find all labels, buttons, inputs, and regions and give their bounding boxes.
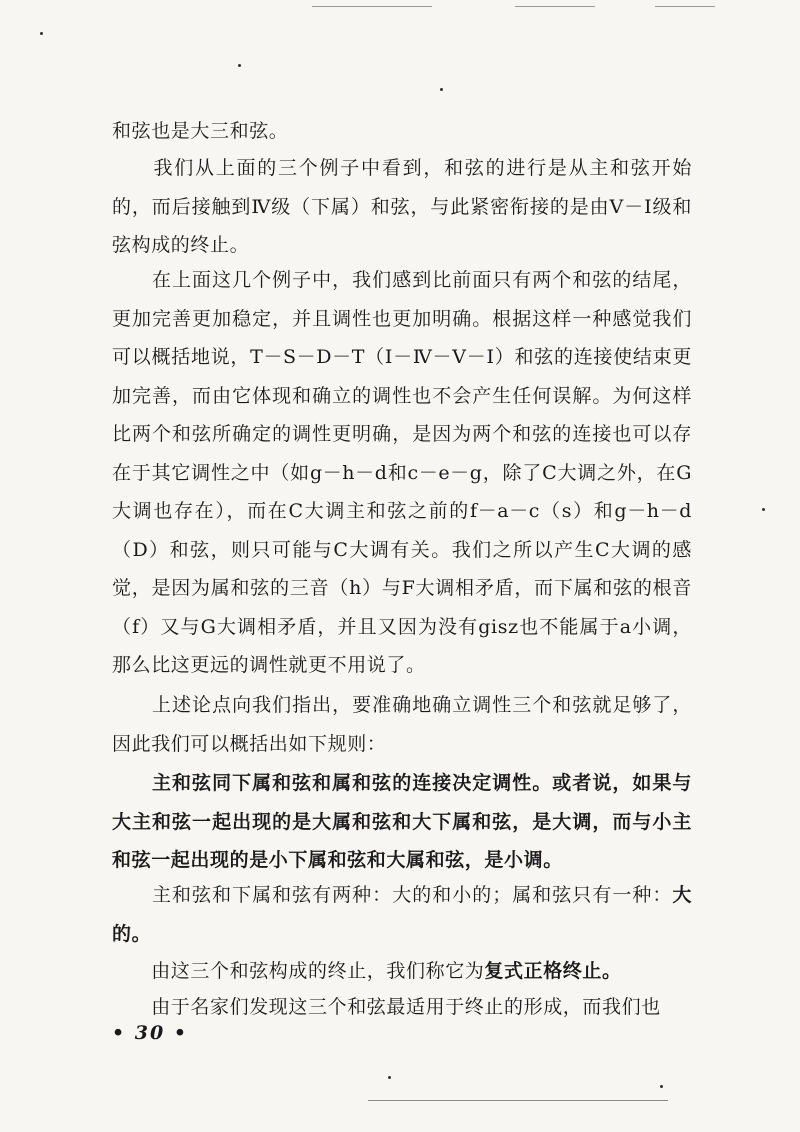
bold-phrase: 大的。 [112, 884, 692, 945]
scan-speck [388, 1076, 391, 1079]
paragraph-rule-bold: 主和弦同下属和弦和属和弦的连接决定调性。或者说，如果与大主和弦一起出现的是大属和弦和大下属和弦，是大调，而与小主和弦一起出现的是小下属和弦和大属和弦，是小调。 [112, 772, 692, 871]
paragraph-masters: 由于名家们发现这三个和弦最适用于终止的形成，而我们也 [112, 996, 661, 1018]
page-number: • 30 • [112, 1022, 188, 1044]
scan-speck [440, 88, 443, 91]
paragraph-cadence-name: 由这三个和弦构成的终止，我们称它为复式正格终止。 [112, 960, 622, 982]
paragraph-tonality-argument: 在上面这几个例子中，我们感到比前面只有两个和弦的结尾，更加完善更加稳定，并且调性也更加明确。根据这样一种感觉我们可以概括地说，T－S－D－T（Ⅰ－Ⅳ－Ⅴ－Ⅰ）和弦的连接使结束更加完善，而由它体现和确立的调性也不会产生任何误解。为何这样比两个和弦所确定的调性更明确，是因为两个和弦的连接也可以存在于其它调性之中（如g－h－d和c－e－g，除了C大调之外，在G大调也存在），而在C大调主和弦之前的f－a－c（s）和g－h－d（D）和弦，则只可能与C大调有关。我们之所以产生C大调的感觉，是因为属和弦的三音（h）与F大调相矛盾，而下属和弦的根音（f）又与G大调相矛盾，并且又因为没有gisz也不能属于a小调，那么比这更远的调性就更不用说了。 [112, 269, 692, 676]
paragraph-chord-kinds: 主和弦和下属和弦有两种：大的和小的；属和弦只有一种：大的。 [112, 884, 692, 945]
top-scan-rule-1 [312, 6, 432, 7]
top-scan-rule-2 [515, 6, 595, 7]
scan-speck [40, 32, 43, 35]
paragraph-summary: 上述论点向我们指出，要准确地确立调性三个和弦就足够了，因此我们可以概括出如下规则： [112, 694, 692, 755]
scan-speck [762, 508, 765, 511]
term-compound-authentic-cadence: 复式正格终止。 [484, 960, 622, 982]
top-scan-rule-3 [655, 6, 715, 7]
bottom-scan-rule [368, 1100, 668, 1101]
paragraph-continuation: 和弦也是大三和弦。 [112, 120, 289, 142]
paragraph-progression: 我们从上面的三个例子中看到，和弦的进行是从主和弦开始的，而后接触到Ⅳ级（下属）和弦，与此紧密衔接的是由Ⅴ－Ⅰ级和弦构成的终止。 [112, 157, 692, 256]
scan-speck [660, 1085, 663, 1088]
scan-speck [238, 64, 241, 67]
